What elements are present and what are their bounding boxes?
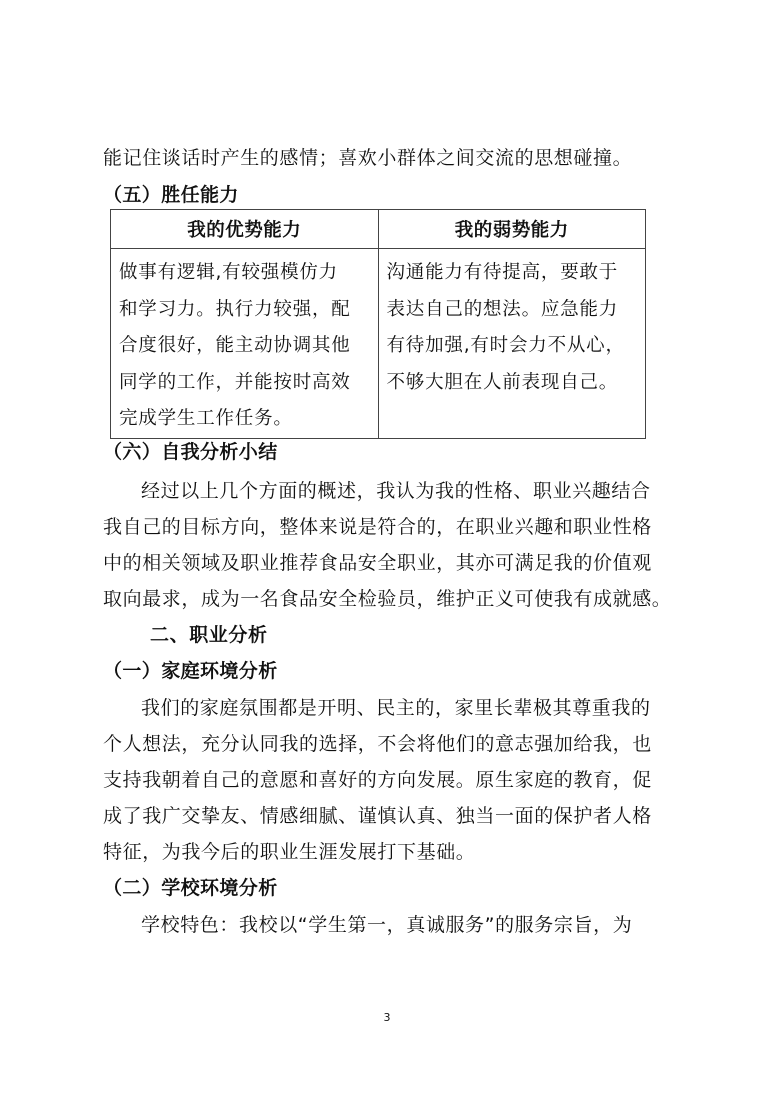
part-heading-career-analysis: 二、职业分析 bbox=[150, 624, 268, 646]
family-line: 支持我朝着自己的意愿和喜好的方向发展。原生家庭的教育，促 bbox=[103, 769, 652, 791]
strengths-line: 做事有逻辑,有较强模仿力 bbox=[119, 262, 338, 283]
summary-line: 取向最求，成为一名食品安全检验员，维护正义可使我有成就感。 bbox=[103, 588, 672, 610]
strengths-cell bbox=[111, 249, 379, 439]
weaknesses-header: 我的弱势能力 bbox=[378, 210, 646, 249]
intro-paragraph-line: 能记住谈话时产生的感情；喜欢小群体之间交流的思想碰撞。 bbox=[103, 147, 633, 169]
strengths-line: 完成学生工作任务。 bbox=[119, 408, 293, 429]
subsection-heading-school: （二）学校环境分析 bbox=[103, 877, 278, 899]
strengths-line: 合度很好，能主动协调其他 bbox=[119, 335, 351, 356]
weaknesses-line: 表达自己的想法。应急能力 bbox=[386, 298, 619, 320]
family-line: 特征，为我今后的职业生涯发展打下基础。 bbox=[103, 841, 476, 863]
subsection-heading-family: （一）家庭环境分析 bbox=[103, 660, 278, 682]
family-line: 个人想法，充分认同我的选择，不会将他们的意志强加给我，也 bbox=[103, 733, 652, 755]
family-line: 成了我广交挚友、情感细腻、谨慎认真、独当一面的保护者人格 bbox=[103, 805, 652, 827]
family-line: 我们的家庭氛围都是开明、民主的，家里长辈极其尊重我的 bbox=[141, 697, 651, 719]
weaknesses-line: 沟通能力有待提高，要敢于 bbox=[386, 262, 619, 283]
page-number: 3 bbox=[383, 1011, 391, 1024]
strengths-line: 和学习力。执行力较强，配 bbox=[119, 298, 351, 320]
weaknesses-cell bbox=[378, 249, 646, 439]
weaknesses-line: 不够大胆在人前表现自己。 bbox=[386, 371, 619, 393]
table-row bbox=[111, 249, 646, 439]
table-header-row bbox=[111, 210, 646, 249]
school-line: 学校特色：我校以“学生第一，真诚服务”的服务宗旨，为 bbox=[141, 914, 633, 936]
summary-line: 经过以上几个方面的概述，我认为我的性格、职业兴趣结合 bbox=[141, 480, 651, 502]
weaknesses-line: 有待加强,有时会力不从心， bbox=[386, 335, 625, 356]
summary-line: 我自己的目标方向，整体来说是符合的，在职业兴趣和职业性格 bbox=[103, 516, 652, 538]
competence-table bbox=[110, 209, 646, 439]
strengths-line: 同学的工作，并能按时高效 bbox=[119, 371, 351, 393]
section-heading-summary: （六）自我分析小结 bbox=[103, 441, 278, 463]
strengths-header: 我的优势能力 bbox=[111, 210, 379, 249]
section-heading-competence: （五）胜任能力 bbox=[103, 184, 239, 206]
summary-line: 中的相关领域及职业推荐食品安全职业，其亦可满足我的价值观 bbox=[103, 552, 652, 574]
